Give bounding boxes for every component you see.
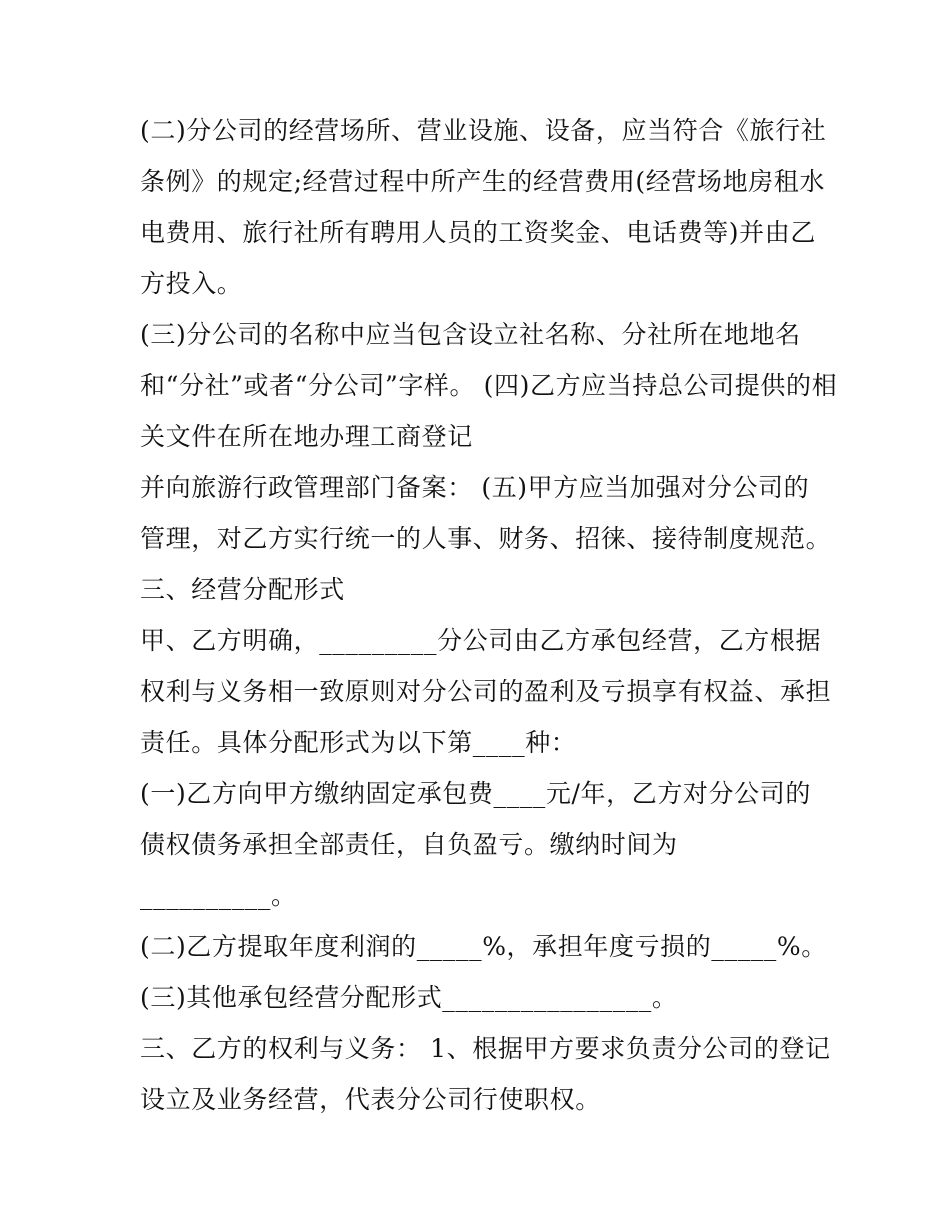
text-line: (三)分公司的名称中应当包含设立社名称、分社所在地地名 bbox=[140, 320, 801, 349]
text-line: 三、乙方的权利与义务： 1、根据甲方要求负责分公司的登记 bbox=[140, 1034, 831, 1063]
section-heading: 三、经营分配形式 bbox=[140, 575, 345, 604]
text-line: (二)分公司的经营场所、营业设施、设备，应当符合《旅行社 bbox=[140, 116, 827, 145]
text-line: 条例》的规定;经营过程中所产生的经营费用(经营场地房租水 bbox=[140, 167, 825, 196]
text-line: 关文件在所在地办理工商登记 bbox=[140, 422, 473, 451]
text-line: __________。 bbox=[140, 881, 297, 910]
text-line: 并向旅游行政管理部门备案： (五)甲方应当加强对分公司的 bbox=[140, 473, 810, 502]
text-line: 设立及业务经营，代表分公司行使职权。 bbox=[140, 1085, 601, 1114]
text-line: 和“分社”或者“分公司”字样。 (四)乙方应当持总公司提供的相 bbox=[140, 371, 838, 400]
text-line: 甲、乙方明确，_________分公司由乙方承包经营，乙方根据 bbox=[140, 626, 822, 655]
text-line: 权利与义务相一致原则对分公司的盈利及亏损享有权益、承担 bbox=[140, 677, 832, 706]
text-line: 责任。具体分配形式为以下第____种： bbox=[140, 728, 577, 757]
text-line: (一)乙方向甲方缴纳固定承包费____元/年，乙方对分公司的 bbox=[140, 779, 811, 808]
text-line: 债权债务承担全部责任，自负盈亏。缴纳时间为 bbox=[140, 830, 678, 859]
text-line: (三)其他承包经营分配形式________________。 bbox=[140, 983, 678, 1012]
text-line: 管理，对乙方实行统一的人事、财务、招徕、接待制度规范。 bbox=[140, 524, 832, 553]
document-body bbox=[140, 105, 838, 1125]
text-line: 方投入。 bbox=[140, 269, 243, 298]
text-line: (二)乙方提取年度利润的_____%，承担年度亏损的_____%。 bbox=[140, 932, 827, 961]
text-line: 电费用、旅行社所有聘用人员的工资奖金、电话费等)并由乙 bbox=[140, 218, 816, 247]
